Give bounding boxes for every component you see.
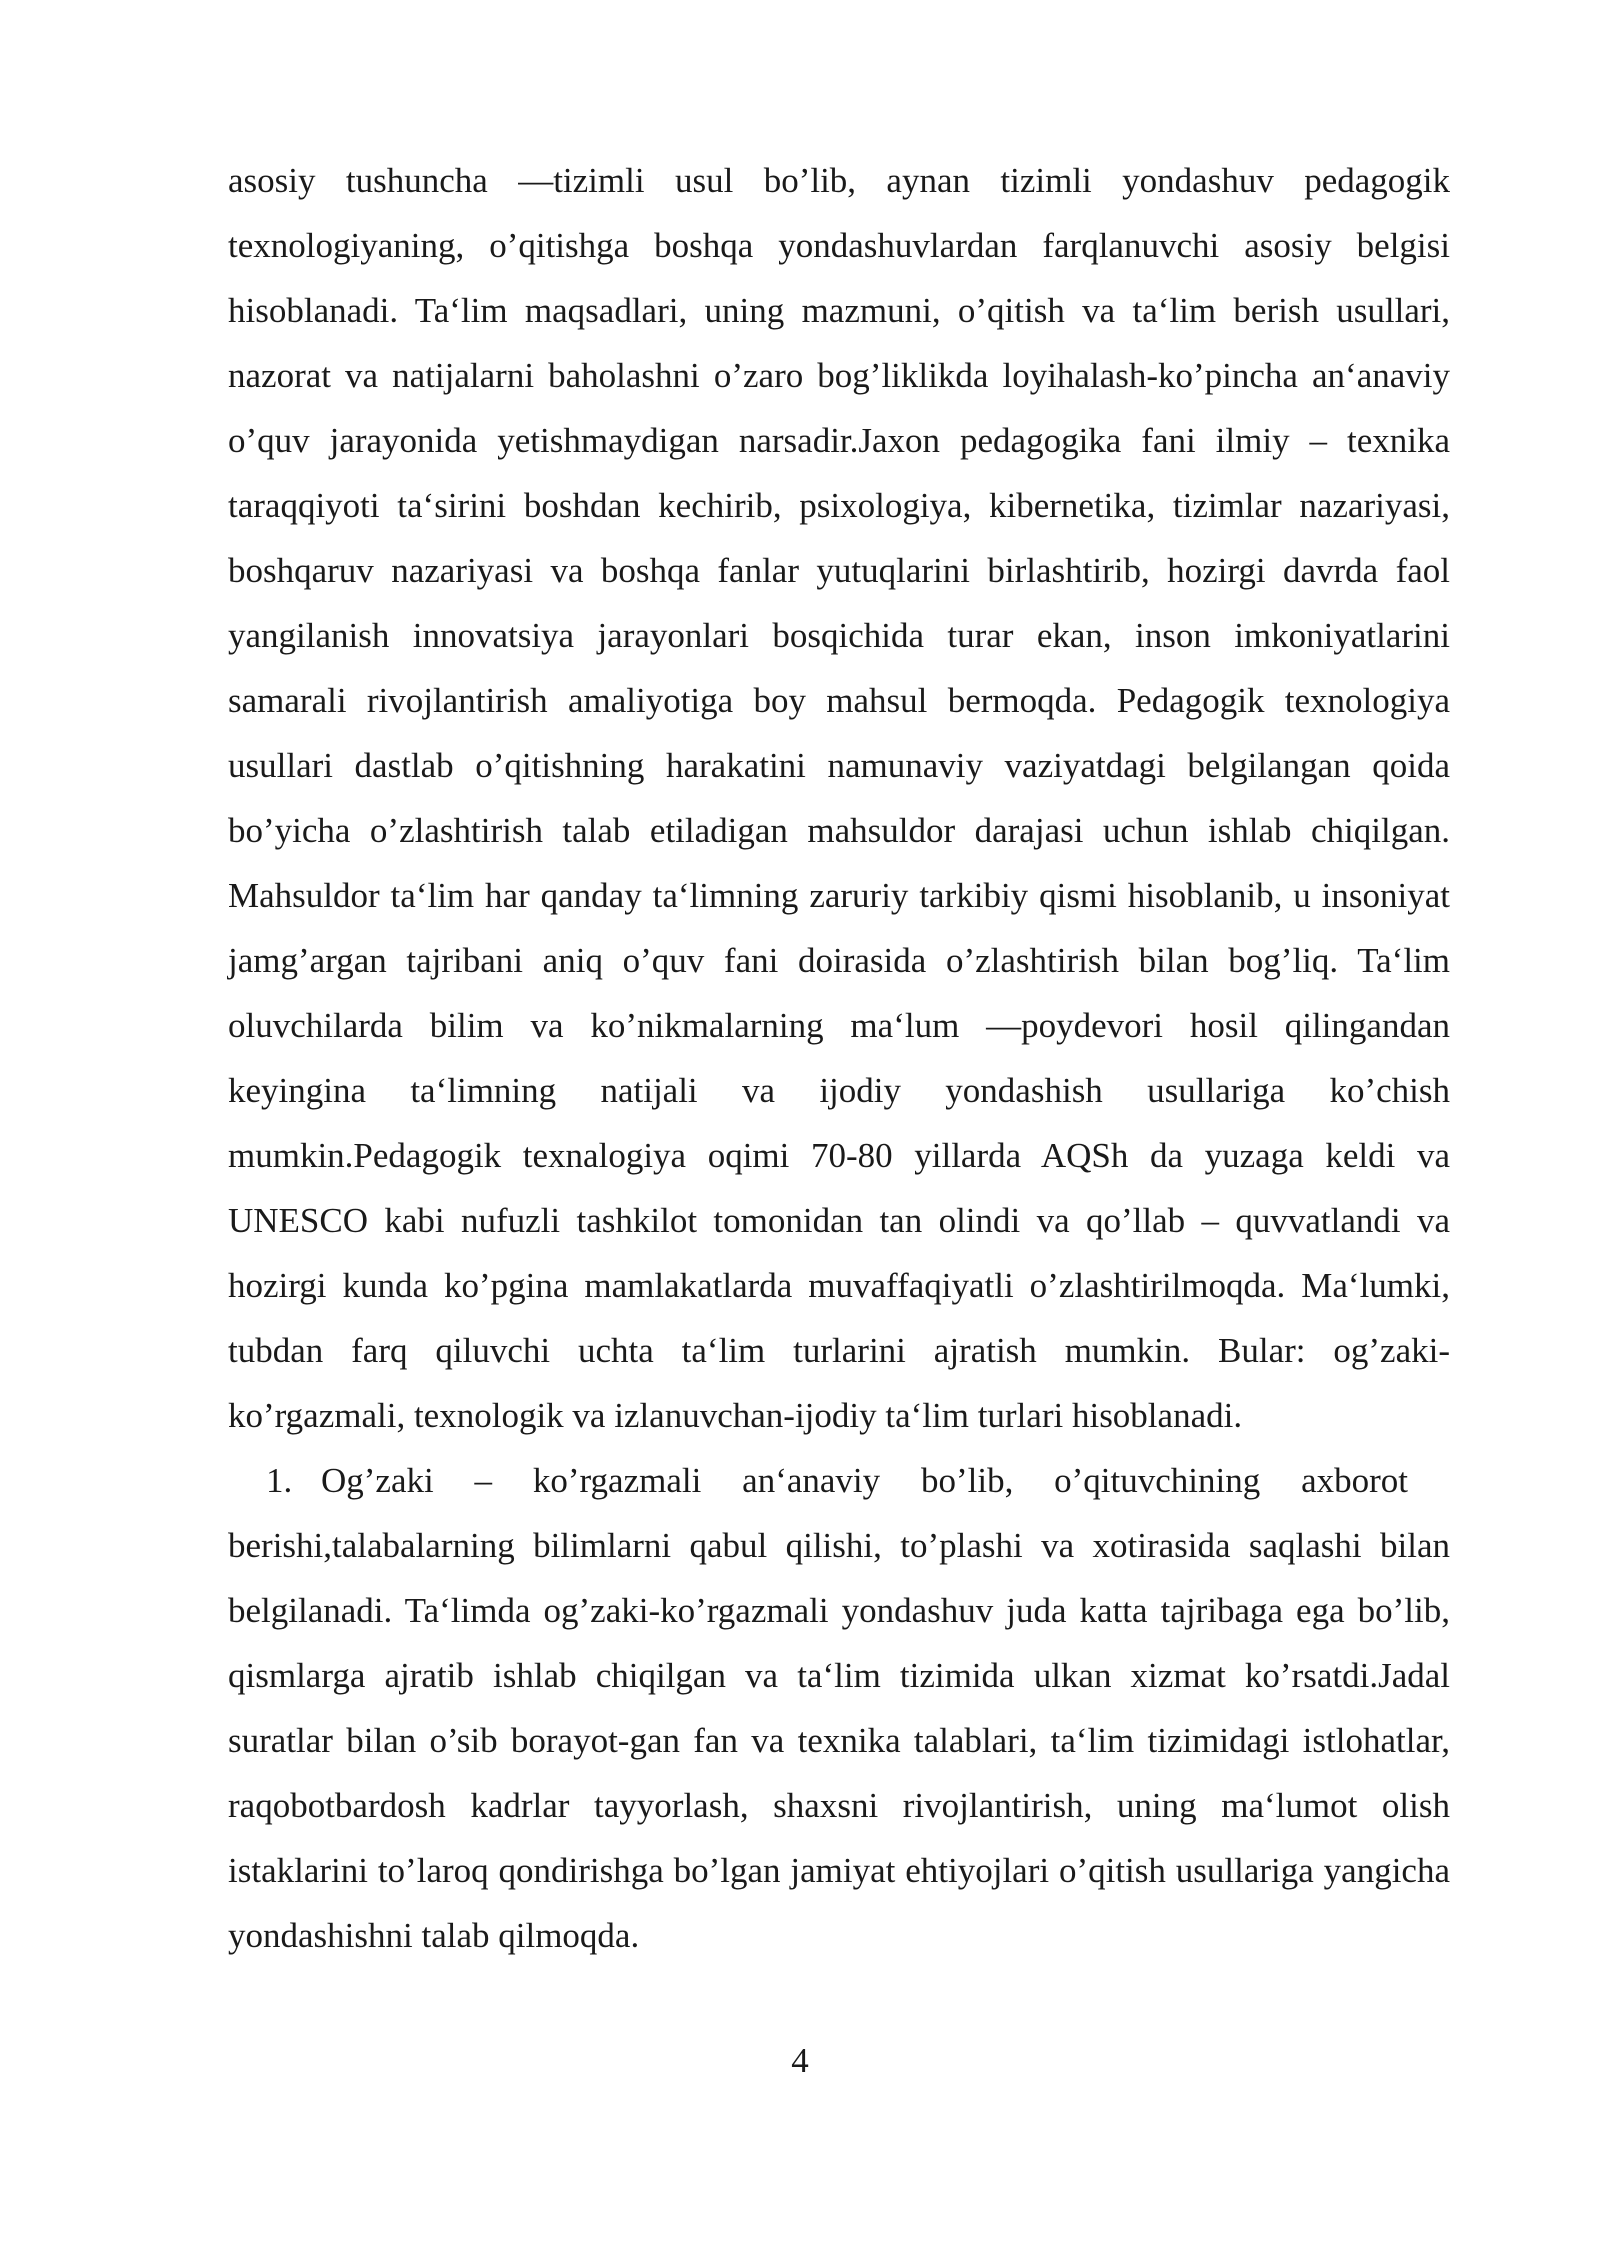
list-item-first-line bbox=[228, 1448, 1450, 1513]
page-number: 4 bbox=[791, 2041, 809, 2080]
list-item-number: 1. bbox=[266, 1461, 293, 1500]
list-item-first-line-text: Og’zaki – ko’rgazmali an‘anaviy bo’lib, o’qituvchining axborot bbox=[321, 1461, 1408, 1500]
numbered-list-item bbox=[228, 1448, 1450, 1968]
document-page bbox=[228, 148, 1450, 1968]
body-paragraph: asosiy tushuncha —tizimli usul bo’lib, aynan tizimli yondashuv pedagogik texnologiyaning, o’qitishga boshqa yondashuvlardan farqlanuvchi asosiy belgisi hisoblanadi. Ta‘lim maqsadlari, uning mazmuni, o’qitish va ta‘lim berish usullari, nazorat va natijalarni baholashni o’zaro bog’liklikda loyihalash-ko’pincha an‘anaviy o’quv jarayonida yetishmaydigan narsadir.Jaxon pedagogika fani ilmiy – texnika taraqqiyoti ta‘sirini boshdan kechirib, psixologiya, kibernetika, tizimlar nazariyasi, boshqaruv nazariyasi va boshqa fanlar yutuqlarini birlashtirib, hozirgi davrda faol yangilanish innovatsiya jarayonlari bosqichida turar ekan, inson imkoniyatlarini samarali rivojlantirish amaliyotiga boy mahsul bermoqda. Pedagogik texnologiya usullari dastlab o’qitishning harakatini namunaviy vaziyatdagi belgilangan qoida bo’yicha o’zlashtirish talab etiladigan mahsuldor darajasi uchun ishlab chiqilgan. Mahsuldor ta‘lim har qanday ta‘limning zaruriy tarkibiy qismi hisoblanib, u insoniyat jamg’argan tajribani aniq o’quv fani doirasida o’zlashtirish bilan bog’liq. Ta‘lim oluvchilarda bilim va ko’nikmalarning ma‘lum —poydevori hosil qilingandan keyingina ta‘limning natijali va ijodiy yondashish usullariga ko’chish mumkin.Pedagogik texnalogiya oqimi 70-80 yillarda AQSh da yuzaga keldi va UNESCO kabi nufuzli tashkilot tomonidan tan olindi va qo’llab – quvvatlandi va hozirgi kunda ko’pgina mamlakatlarda muvaffaqiyatli o’zlashtirilmoqda. Ma‘lumki, tubdan farq qiluvchi uchta ta‘lim turlarini ajratish mumkin. Bular: og’zaki- ko’rgazmali, texnologik va izlanuvchan-ijodiy ta‘lim turlari hisoblanadi. bbox=[228, 161, 1450, 1435]
list-item-continuation: berishi,talabalarning bilimlarni qabul qilishi, to’plashi va xotirasida saqlashi bilan belgilanadi. Ta‘limda og’zaki-ko’rgazmali yondashuv juda katta tajribaga ega bo’lib, qismlarga ajratib ishlab chiqilgan va ta‘lim tizimida ulkan xizmat ko’rsatdi.Jadal suratlar bilan o’sib borayot-gan fan va texnika talablari, ta‘lim tizimidagi istlohatlar, raqobotbardosh kadrlar tayyorlash, shaxsni rivojlantirish, uning ma‘lumot olish istaklarini to’laroq qondirishga bo’lgan jamiyat ehtiyojlari o’qitish usullariga yangicha yondashishni talab qilmoqda. bbox=[228, 1526, 1450, 1955]
